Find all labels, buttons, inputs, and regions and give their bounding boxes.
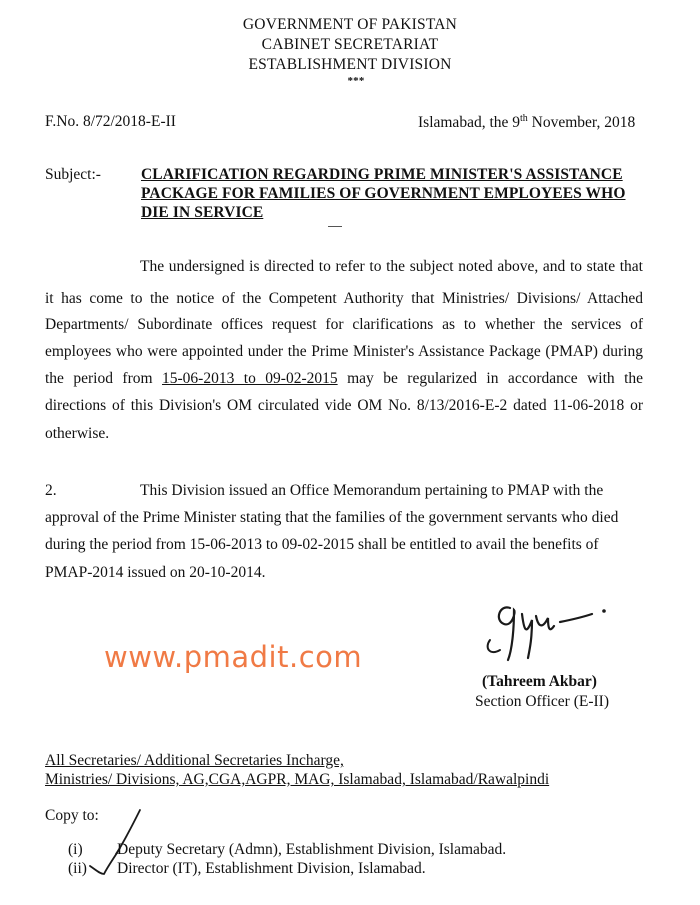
para2-line-1: This Division issued an Office Memorandum pertaining to PMAP with the <box>140 482 604 499</box>
para1-line-4-text: employees who were appointed under the Prime Minister's Assistance Package (PMAP) during <box>45 343 643 360</box>
para1-line-2 <box>45 290 643 308</box>
copy-to-label: Copy to: <box>45 807 99 824</box>
signatory-name: (Tahreem Akbar) <box>482 673 597 690</box>
para1-line-6-text: directions of this Division's OM circulated vide OM No. 8/13/2016-E-2 dated 11-06-2018 or <box>45 397 643 414</box>
para2-line-2: approval of the Prime Minister stating that the families of the government servants who died <box>45 509 619 526</box>
subject-label: Subject:- <box>45 166 101 183</box>
para1-line-6 <box>45 397 643 415</box>
signatory-designation: Section Officer (E-II) <box>475 693 609 710</box>
copy-item-1-text: Deputy Secretary (Admn), Establishment Division, Islamabad. <box>117 841 507 858</box>
copy-item-1-number: (i) <box>68 841 83 858</box>
para1-line-3 <box>45 316 643 334</box>
para1-line-1 <box>140 258 643 276</box>
header-establishment-division: ESTABLISHMENT DIVISION <box>248 56 452 73</box>
addressee-line-2: Ministries/ Divisions, AG,CGA,AGPR, MAG, Islamabad, Islamabad/Rawalpindi <box>45 771 550 788</box>
para1-period-underlined: 15-06-2013 to 09-02-2015 <box>162 370 338 387</box>
para1-line-4 <box>45 343 643 361</box>
para1-line-5 <box>45 370 643 388</box>
para1-line-3-text: Departments/ Subordinate offices request for clarifications as to whether the services of <box>45 316 643 333</box>
para1-line-2-text: it has come to the notice of the Competent Authority that Ministries/ Divisions/ Attached <box>45 290 643 307</box>
copy-item-2-text: Director (IT), Establishment Division, Islamabad. <box>117 860 426 877</box>
pen-mark <box>328 226 342 227</box>
watermark-url: www.pmadit.com <box>104 640 363 674</box>
date-prefix: Islamabad, the 9 <box>418 114 521 132</box>
date-suffix: November, 2018 <box>527 114 636 132</box>
subject-line-1: CLARIFICATION REGARDING PRIME MINISTER'S ASSISTANCE <box>141 166 623 183</box>
para2-number: 2. <box>45 482 57 499</box>
addressee-line-1: All Secretaries/ Additional Secretaries Incharge, <box>45 752 344 769</box>
para1-line-5-end: may be regularized in accordance with the <box>337 370 644 387</box>
header-stars: *** <box>347 75 365 87</box>
letter-date <box>418 113 635 132</box>
para1-line-7: otherwise. <box>45 425 110 442</box>
date-sup: th <box>520 113 528 124</box>
subject-line-3: DIE IN SERVICE <box>141 204 264 221</box>
header-government: GOVERNMENT OF PAKISTAN <box>242 16 458 33</box>
header-cabinet-secretariat: CABINET SECRETARIAT <box>261 36 439 53</box>
para2-line-4: PMAP-2014 issued on 20-10-2014. <box>45 564 266 581</box>
para2-line-3: during the period from 15-06-2013 to 09-02-2015 shall be entitled to avail the benefits of <box>45 536 599 553</box>
para1-line-5-start: the period from <box>45 370 163 387</box>
file-number: F.No. 8/72/2018-E-II <box>45 113 176 130</box>
copy-item-2-number: (ii) <box>68 860 87 877</box>
para1-line-1-text: The undersigned is directed to refer to the subject noted above, and to state that <box>140 258 643 275</box>
subject-line-2: PACKAGE FOR FAMILIES OF GOVERNMENT EMPLOYEES WHO <box>141 185 626 202</box>
